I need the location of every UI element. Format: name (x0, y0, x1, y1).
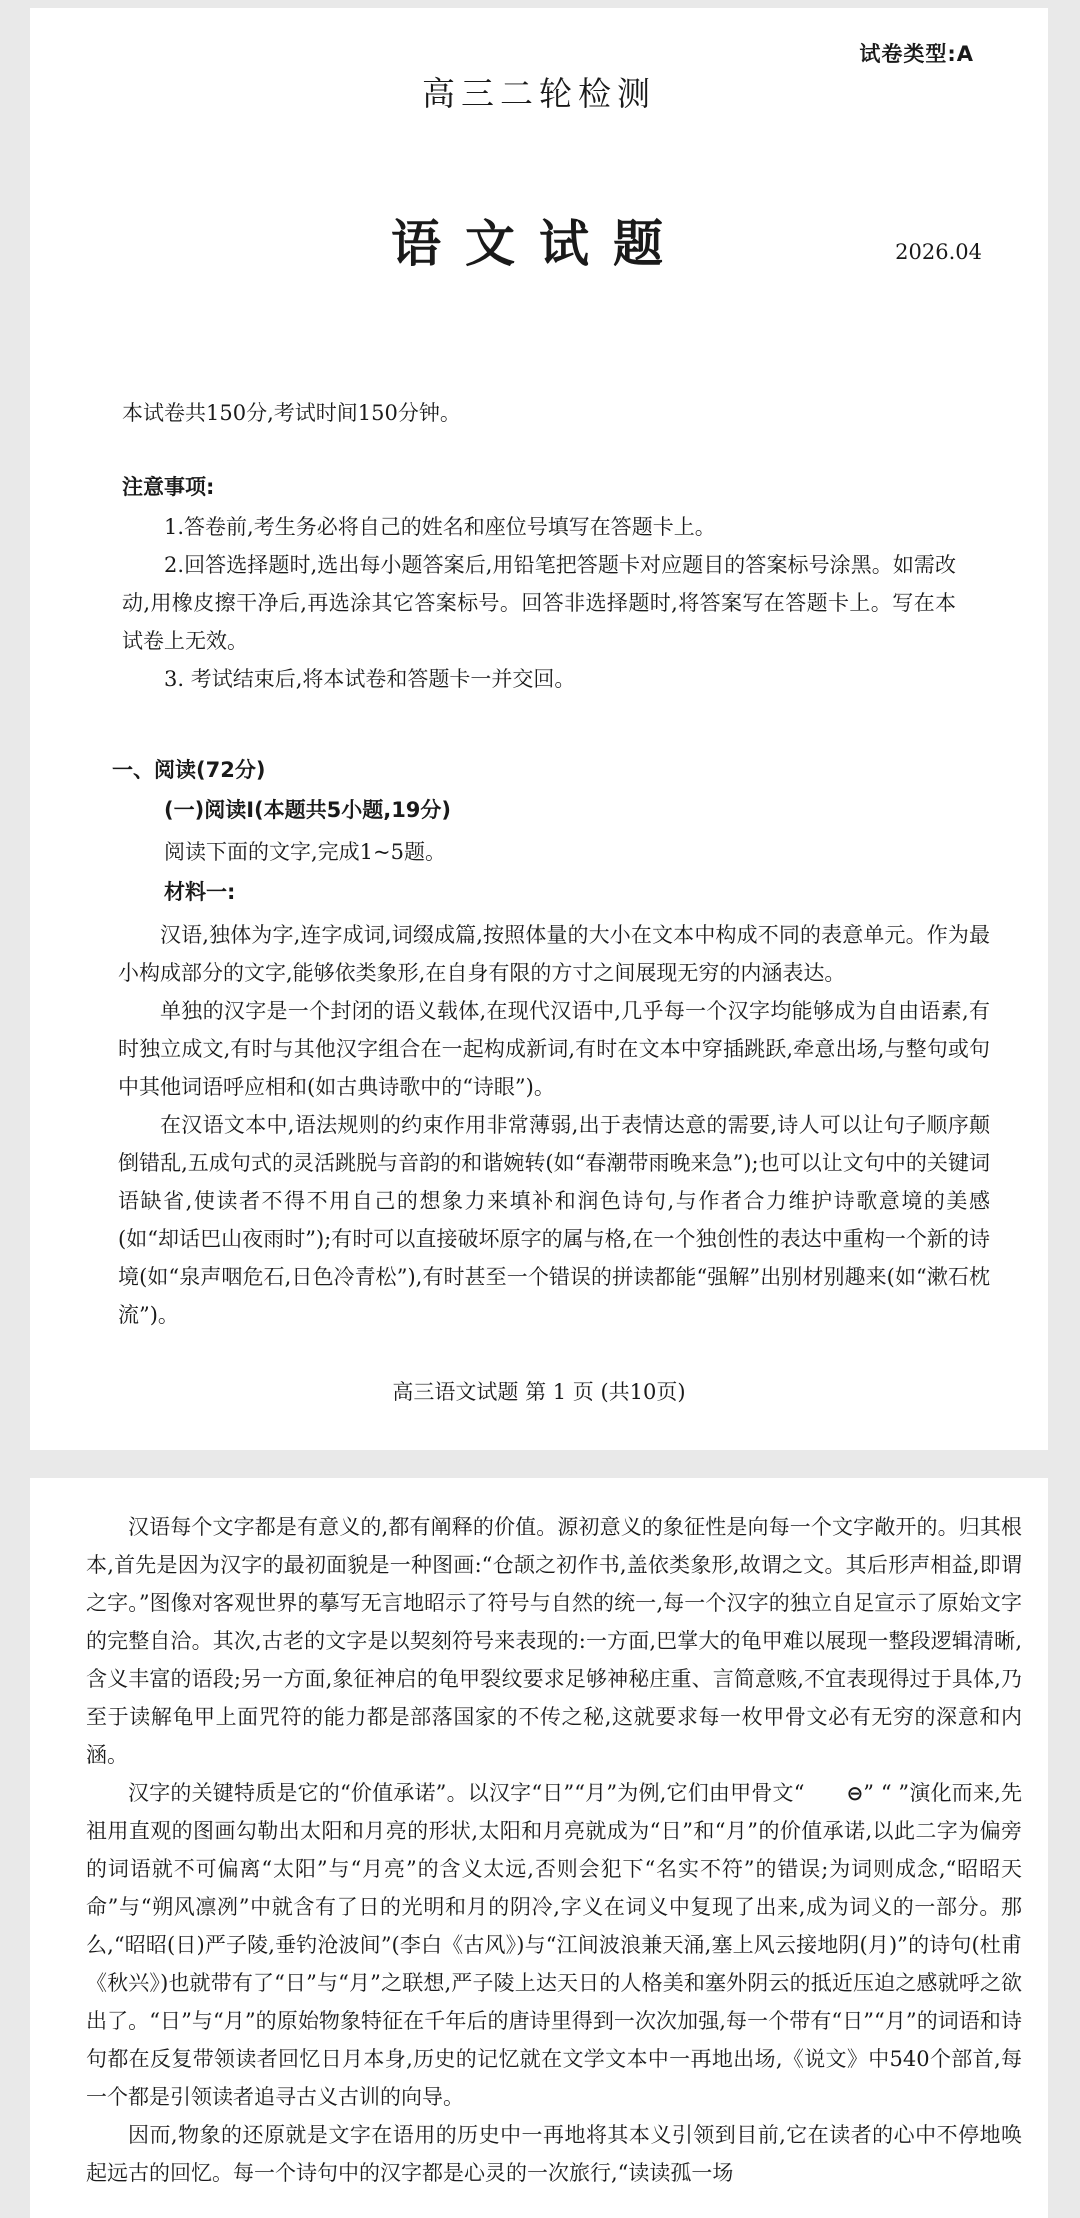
passage-page2 (86, 1508, 1022, 2192)
passage-paragraph: 单独的汉字是一个封闭的语义载体,在现代汉语中,几乎每一个汉字均能够成为自由语素,有时独立成文,有时与其他汉字组合在一起构成新词,有时在文本中穿插跳跃,牵意出场,与整句或句中其他词语呼应相和(如古典诗歌中的“诗眼”)。 (118, 999, 990, 1099)
passage-paragraph: 在汉语文本中,语法规则的约束作用非常薄弱,出于表情达意的需要,诗人可以让句子顺序颠倒错乱,五成句式的灵活跳脱与音韵的和谐婉转(如“春潮带雨晚来急”);也可以让文句中的关键词语缺省,使读者不得不用自己的想象力来填补和润色诗句,与作者合力维护诗歌意境的美感(如“却话巴山夜雨时”);有时可以直接破坏原字的属与格,在一个独创性的表达中重构一个新的诗境(如“泉声咽危石,日色冷青松”),有时甚至一个错误的拼读都能“强解”出别材别趣来(如“漱石枕流”)。 (118, 1113, 990, 1327)
reading-instruction: 阅读下面的文字,完成1~5题。 (164, 840, 446, 864)
exam-date: 2026.04 (895, 240, 982, 264)
page-footer: 高三语文试题 第 1 页 (共10页) (392, 1380, 686, 1404)
paragraph-segment: 汉字的关键特质是它的“价值承诺”。以汉字“日”“月”为例,它们由甲骨文“ (128, 1781, 805, 1805)
paragraph-segment: ” “ ”演化而来,先祖用直观的图画勾勒出太阳和月亮的形状,太阳和月亮就成为“日”和“月”的价值承诺,以此二字为偏旁的词语就不可偏离“太阳”与“月亮”的含义太远,否则会犯下“名实不符”的错误;为词则成念,“昭昭天命”与“朔风凛冽”中就含有了日的光明和月的阴冷,字义在词义中复现了出来,成为词义的一部分。那么,“昭昭(日)严子陵,垂钓沧波间”(李白《古风》)与“江间波浪兼天涌,塞上风云接地阴(月)”的诗句(杜甫《秋兴》)也就带有了“日”与“月”之联想,严子陵上达天日的人格美和塞外阴云的抵近压迫之感就呼之欲出了。“日”与“月”的原始物象特征在千年后的唐诗里得到一次次加强,每一个带有“日”“月”的词语和诗句都在反复带领读者回忆日月本身,历史的记忆就在文学文本中一再地出场,《说文》中540个部首,每一个都是引领读者追寻古义古训的向导。 (86, 1781, 1023, 2109)
exam-intro: 本试卷共150分,考试时间150分钟。 (122, 401, 461, 425)
notice-title: 注意事项: (122, 475, 215, 499)
notice-item: 2.回答选择题时,选出每小题答案后,用铅笔把答题卡对应题目的答案标号涂黑。如需改动,用橡皮擦干净后,再选涂其它答案标号。回答非选择题时,将答案写在答题卡上。写在本试卷上无效。 (122, 553, 956, 653)
exam-subtitle: 高三二轮检测 (422, 74, 656, 113)
notice-item: 1.答卷前,考生务必将自己的姓名和座位号填写在答题卡上。 (164, 515, 716, 539)
exam-page-1 (30, 8, 1048, 1450)
passage-paragraph (86, 1774, 1022, 2116)
part-heading: (一)阅读Ⅰ(本题共5小题,19分) (164, 798, 452, 822)
passage-paragraph: 汉语每个文字都是有意义的,都有阐释的价值。源初意义的象征性是向每一个文字敞开的。归其根本,首先是因为汉字的最初面貌是一种图画:“仓颉之初作书,盖依类象形,故谓之文。其后形声相益,即谓之字。”图像对客观世界的摹写无言地昭示了符号与自然的统一,每一个汉字的独立自足宣示了原始文字的完整自洽。其次,古老的文字是以契刻符号来表现的:一方面,巴掌大的龟甲难以展现一整段逻辑清晰,含义丰富的语段;另一方面,象征神启的龟甲裂纹要求足够神秘庄重、言简意赅,不宜表现得过于具体,乃至于读解龟甲上面咒符的能力都是部落国家的不传之秘,这就要求每一枚甲骨文必有无穷的深意和内涵。 (86, 1515, 1022, 1767)
material-label: 材料一: (164, 880, 236, 904)
notice-item: 3. 考试结束后,将本试卷和答题卡一并交回。 (164, 667, 576, 691)
paper-type-label: 试卷类型:A (859, 42, 974, 66)
notice-list (122, 508, 956, 698)
passage-paragraph: 因而,物象的还原就是文字在语用的历史中一再地将其本义引领到目前,它在读者的心中不停地唤起远古的回忆。每一个诗句中的汉字都是心灵的一次旅行,“读读孤一场 (86, 2123, 1022, 2185)
passage-page1 (118, 916, 990, 1334)
passage-paragraph: 汉语,独体为字,连字成词,词缀成篇,按照体量的大小在文本中构成不同的表意单元。作为最小构成部分的文字,能够依类象形,在自身有限的方寸之间展现无穷的内涵表达。 (118, 923, 990, 985)
exam-title: 语文试题 (391, 214, 687, 273)
sun-oracle-glyph-icon: ⊖ (846, 1781, 864, 1805)
section-heading: 一、阅读(72分) (112, 758, 266, 782)
